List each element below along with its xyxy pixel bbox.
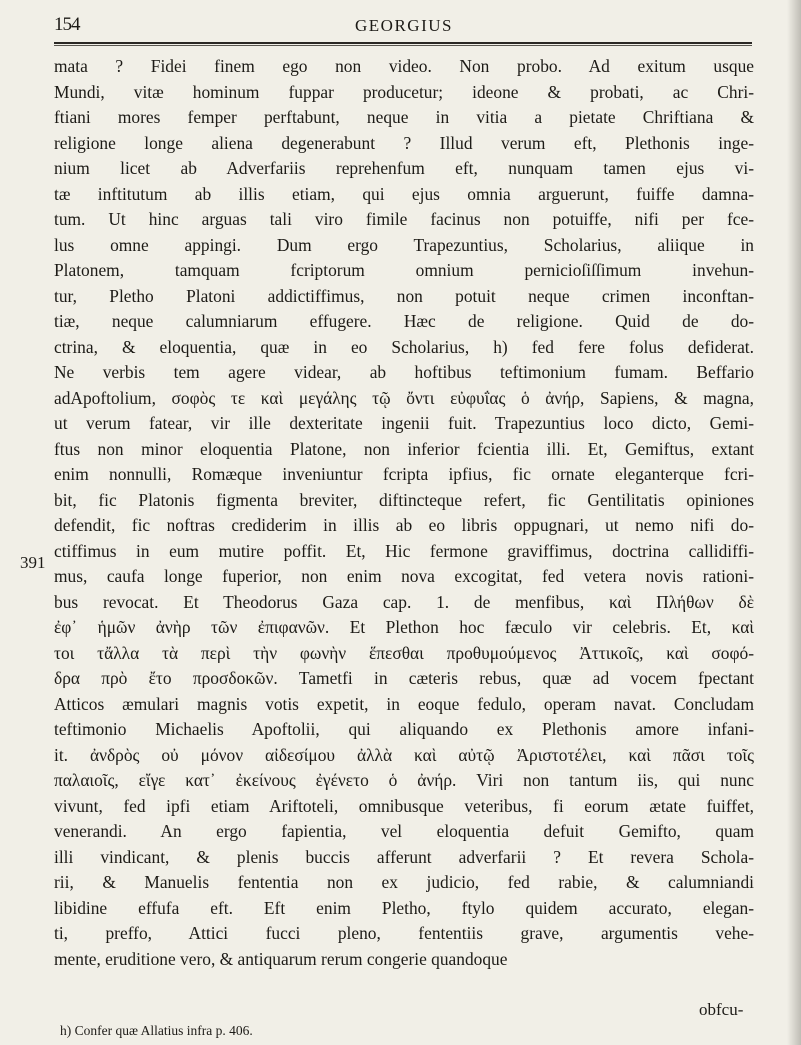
header-rule-thin	[54, 45, 752, 46]
text-line: ctiffimus in eum mutire poffit. Et, Hic fermone graviffimus, doctrina callidiffi-	[54, 540, 754, 561]
text-line: teftimonio Michaelis Apoftolii, qui aliquando ex Plethonis amore infani-	[54, 719, 754, 739]
text-line: bit, fic Platonis figmenta breviter, diftincteque refert, fic Gentilitatis opiniones	[54, 489, 754, 510]
body-text	[54, 54, 754, 972]
text-line: lus omne appingi. Dum ergo Trapezuntius, Scholarius, aliique in	[54, 234, 754, 255]
text-line: mata ? Fidei finem ego non video. Non probo. Ad exitum usque	[54, 56, 754, 76]
text-line: nium licet ab Adverfariis reprehenfum eft, nunquam tamen ejus vi-	[54, 158, 754, 178]
text-line: tæ inftitutum ab illis etiam, qui ejus omnia arguerunt, fuiffe damna-	[54, 183, 754, 204]
page-edge-shadow	[787, 0, 801, 1045]
text-line: defendit, fic noftras crediderim in illis ab eo libris oppugnari, ut nemo nifi do-	[54, 515, 754, 535]
page-number: 154	[54, 14, 80, 35]
text-line: Mundi, vitæ hominum fuppar producetur; ideone & probati, ac Chri-	[54, 81, 754, 102]
text-line: adApoftolium, σοφὸς τε καὶ μεγάλης τῷ ὄντι εὐφυΐας ὁ ἀνήρ, Sapiens, & magna,	[54, 387, 754, 408]
running-head: GEORGIUS	[355, 16, 453, 35]
header-rule	[54, 42, 752, 44]
catchword: obfcu-	[699, 1000, 744, 1019]
text-line: tiæ, neque calumniarum effugere. Hæc de religione. Quid de do-	[54, 311, 754, 331]
text-line: ἐφ᾽ ἡμῶν ἀνὴρ τῶν ἐπιφανῶν. Et Plethon hoc fæculo vir celebris. Et, καὶ	[54, 617, 754, 637]
text-line: ftiani mores femper perftabunt, neque in vitia a pietate Chriftiana &	[54, 107, 754, 127]
margin-note: 391	[20, 553, 46, 572]
text-line: libidine effufa eft. Eft enim Pletho, ftylo quidem accurato, elegan-	[54, 897, 754, 918]
text-line: Ne verbis tem agere videar, ab hoftibus teftimonium fumam. Beffario	[54, 362, 754, 382]
text-line: τοι τἄλλα τὰ περὶ τὴν φωνὴν ἕπεσθαι προθυμούμενος Ἀττικοῖς, καὶ σοφό-	[54, 642, 754, 663]
text-line: enim nonnulli, Romæque inveniuntur fcripta ipfius, fic ornate eleganterque fcri-	[54, 464, 754, 484]
text-line: δρα πρὸ ἔτο προσδοκῶν. Tametfi in cæteris rebus, quæ ad vocem fpectant	[54, 668, 754, 688]
text-line: vivunt, fed ipfi etiam Ariftoteli, omnibusque veteribus, fi eorum ætate fuiffet,	[54, 795, 754, 816]
text-line: illi vindicant, & plenis buccis afferunt adverfarii ? Et revera Schola-	[54, 846, 754, 867]
text-line: Platonem, tamquam fcriptorum omnium pernicioſiſſimum invehun-	[54, 260, 754, 280]
text-line: ftus non minor eloquentia Platone, non inferior fcientia illi. Et, Gemiftus, extant	[54, 438, 754, 459]
footnote: h) Confer quæ Allatius infra p. 406.	[60, 1023, 253, 1038]
text-line: bus revocat. Et Theodorus Gaza cap. 1. de menfibus, καὶ Πλήθων δὲ	[54, 591, 754, 612]
text-line: venerandi. An ergo fapientia, vel eloquentia defuit Gemifto, quam	[54, 821, 754, 841]
text-line: mus, caufa longe fuperior, non enim nova excogitat, fed vetera novis rationi-	[54, 566, 754, 586]
text-line: παλαιοῖς, εἴγε κατ᾽ ἐκείνους ἐγένετο ὁ ἀνήρ. Viri non tantum iis, qui nunc	[54, 770, 754, 790]
text-line: tur, Pletho Platoni addictiffimus, non potuit neque crimen inconftan-	[54, 285, 754, 306]
text-line: Atticos æmulari magnis votis expetit, in eoque fedulo, operam navat. Concludam	[54, 693, 754, 714]
text-line: mente, eruditione vero, & antiquarum rerum congerie quandoque	[54, 948, 508, 969]
text-line: it. ἀνδρὸς οὐ μόνον αἰδεσίμου ἀλλὰ καὶ αὐτῷ Ἀριστοτέλει, καὶ πᾶσι τοῖς	[54, 744, 754, 765]
text-line: ti, preffo, Attici fucci pleno, fententiis grave, argumentis vehe-	[54, 923, 754, 943]
text-line: tum. Ut hinc arguas tali viro fimile facinus non potuiffe, nifi per fce-	[54, 209, 754, 229]
text-line: ut verum fatear, vir ille dexteritate ingenii fuit. Trapezuntius loco dicto, Gemi-	[54, 413, 754, 433]
page-header	[54, 12, 754, 42]
text-line: religione longe aliena degenerabunt ? Illud verum eft, Plethonis inge-	[54, 132, 754, 153]
text-line: rii, & Manuelis fententia non ex judicio, fed rabie, & calumniandi	[54, 872, 754, 892]
text-line: ctrina, & eloquentia, quæ in eo Scholarius, h) fed fere folus defiderat.	[54, 336, 754, 357]
